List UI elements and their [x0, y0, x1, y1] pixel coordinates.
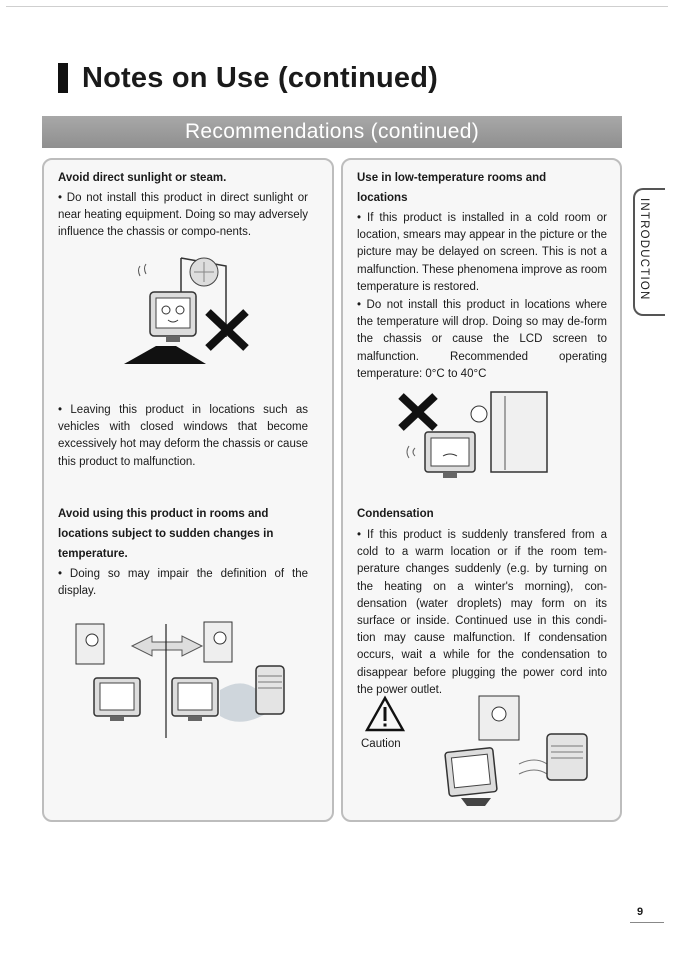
condensation-heading: Condensation — [357, 508, 434, 520]
temperature-change-para-1: • Doing so may impair the definition of the display. — [58, 568, 308, 598]
sunlight-heading: Avoid direct sunlight or steam. — [58, 172, 227, 184]
page-number-rule — [630, 922, 664, 923]
section-side-tab — [633, 188, 665, 316]
section-banner: Recommendations (continued) — [42, 116, 622, 148]
low-temp-heading: Use in low-temperature rooms and locations — [357, 172, 547, 204]
page-title: Notes on Use (continued) — [82, 61, 439, 94]
caution-icon — [365, 696, 405, 732]
caution-label: Caution — [361, 738, 401, 750]
condensation-para-1: • If this product is suddenly transfered from a cold to a warm location or if the room tem-perature changes suddenly (e.g. by turning on the heating on a winter's morning), con-densation (water droplets) may form on its surface or inside. Continued use in this condi-tion may cause malfunction. If condensation occurs, wait a while for the condensation to disappear before plugging the power cord into the power outlet. — [357, 529, 607, 696]
temperature-change-illustration — [72, 620, 312, 740]
side-tab-label: INTRODUCTION — [638, 198, 650, 301]
title-marker — [58, 63, 68, 93]
condensation-illustration — [435, 694, 605, 814]
low-temp-illustration — [395, 388, 565, 498]
sunlight-para-1: • Do not install this product in direct sunlight or near heating equipment. Doing so may adversely influence the chassis or compo-nents. — [58, 192, 308, 239]
page-number: 9 — [637, 906, 644, 918]
left-panel — [42, 158, 334, 822]
sunlight-para-2: • Leaving this product in locations such as vehicles with closed windows that become excessively hot may deform the chassis or cause this product to malfunction. — [58, 404, 308, 468]
page-title-block — [58, 60, 438, 96]
low-temp-para-2: • Do not install this product in locations where the temperature will drop. Doing so may de-form the chassis or cause the LCD screen to malfunction. Recommended operating temperature: 0°C to 40°C — [357, 299, 607, 380]
low-temp-para-1: • If this product is installed in a cold room or location, smears may appear in the picture or the picture may be delayed on screen. This is not a malfunction. These phenomena improve as room temperature is restored. — [357, 212, 607, 293]
temperature-change-heading: Avoid using this product in rooms and locations subject to sudden changes in temperature. — [58, 508, 274, 560]
right-panel — [341, 158, 622, 822]
sunlight-illustration — [116, 252, 266, 372]
